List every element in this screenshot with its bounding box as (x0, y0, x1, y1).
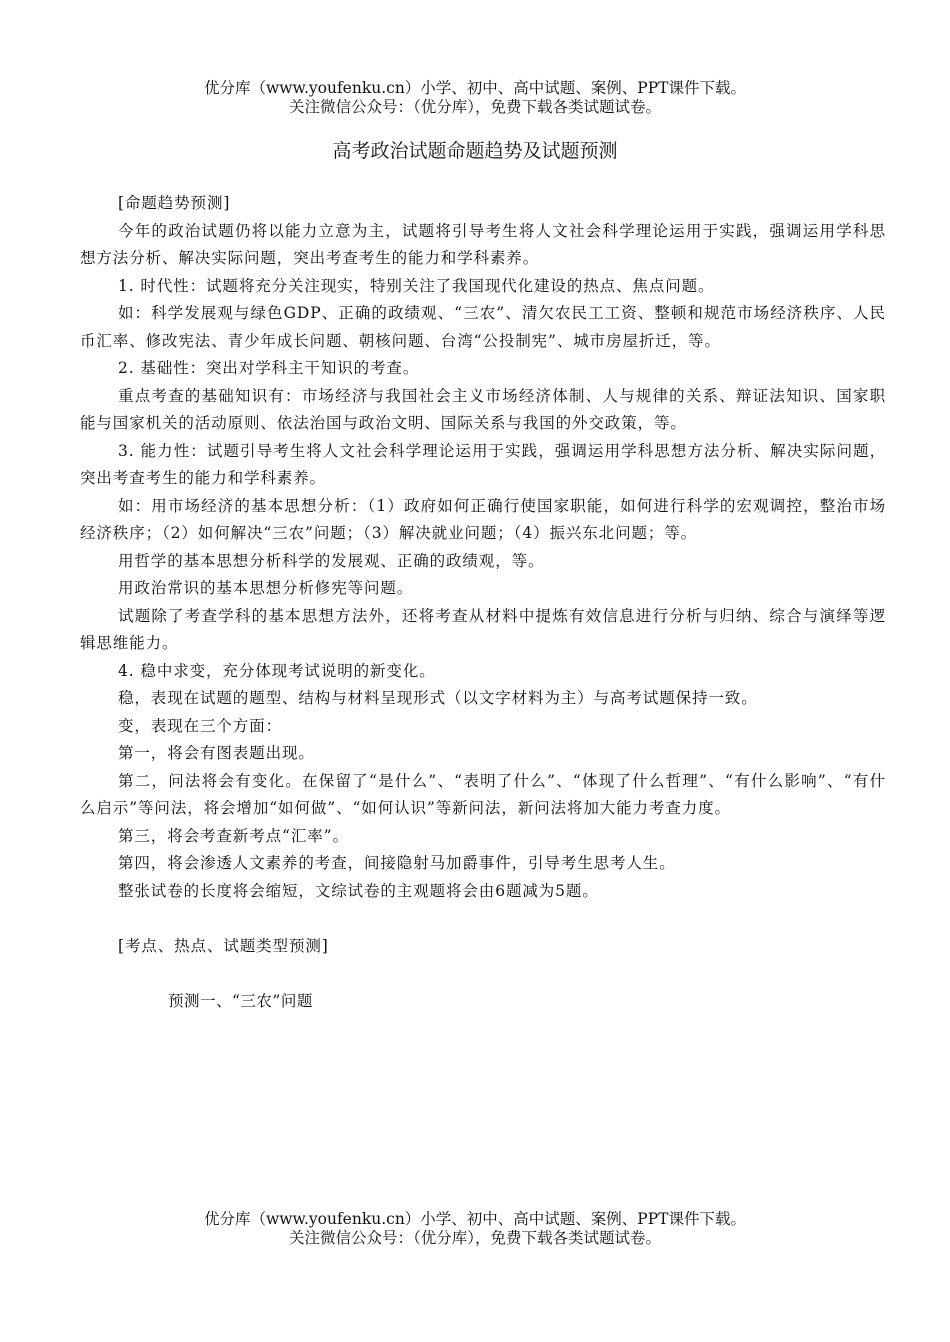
spacer (80, 960, 886, 988)
paragraph: 4. 稳中求变，充分体现考试说明的新变化。 (118, 661, 436, 680)
paragraph: 第三，将会考查新考点“汇率”。 (118, 826, 349, 845)
paragraph: 重点考查的基础知识有：市场经济与我国社会主义市场经济体制、人与规律的关系、辩证法知识、国家职能与国家机关的活动原则、依法治国与政治文明、国际关系与我国的外交政策，等。 (80, 386, 886, 432)
footer-line-2: 关注微信公众号：（优分库），免费下载各类试题试卷。 (288, 1229, 661, 1247)
paragraph: 第二，问法将会有变化。在保留了“是什么”、“表明了什么”、“体现了什么哲理”、“有什么影响”、“有什么启示”等问法，将会增加“如何做”、“如何认识”等新问法，新问法将加大能力考查力度。 (80, 771, 886, 817)
document-body (80, 190, 886, 1015)
paragraph: 今年的政治试题仍将以能力立意为主，试题将引导考生将人文社会科学理论运用于实践，强调运用学科思想方法分析、解决实际问题，突出考查考生的能力和学科素养。 (80, 221, 886, 267)
paragraph: 第四，将会渗透人文素养的考查，间接隐射马加爵事件，引导考生思考人生。 (118, 854, 676, 872)
document-title: 高考政治试题命题趋势及试题预测 (332, 140, 618, 162)
paragraph: 试题除了考查学科的基本思想方法外，还将考查从材料中提炼有效信息进行分析与归纳、综合与演绎等逻辑思维能力。 (80, 606, 886, 652)
paragraph: 用哲学的基本思想分析科学的发展观、正确的政绩观，等。 (118, 551, 545, 570)
subheading-prediction-1: 预测一、“三农”问题 (168, 991, 313, 1010)
paragraph: 整张试卷的长度将会缩短，文综试卷的主观题将会由6题减为5题。 (118, 881, 599, 900)
page-header (0, 79, 950, 117)
paragraph: 如：用市场经济的基本思想分析：（1）政府如何正确行使国家职能，如何进行科学的宏观调控，整治市场经济秩序；（2）如何解决“三农”问题；（3）解决就业问题；（4）振兴东北问题；等。 (80, 496, 886, 542)
paragraph: 第一，将会有图表题出现。 (118, 744, 315, 762)
header-line-1: 优分库（www.youfenku.cn）小学、初中、高中试题、案例、PPT课件下载。 (203, 79, 747, 97)
header-line-2: 关注微信公众号：（优分库），免费下载各类试题试卷。 (288, 98, 661, 116)
section-heading-trend: [命题趋势预测] (118, 194, 231, 212)
page-footer (0, 1210, 950, 1248)
footer-line-1: 优分库（www.youfenku.cn）小学、初中、高中试题、案例、PPT课件下载。 (203, 1210, 747, 1228)
paragraph: 3. 能力性：试题引导考生将人文社会科学理论运用于实践，强调运用学科思想方法分析、解决实际问题，突出考查考生的能力和学科素养。 (80, 441, 886, 487)
paragraph: 用政治常识的基本思想分析修宪等问题。 (118, 579, 414, 597)
paragraph: 2. 基础性：突出对学科主干知识的考查。 (118, 359, 420, 377)
paragraph: 如：科学发展观与绿色GDP、正确的政绩观、“三农”、清欠农民工工资、整顿和规范市场经济秩序、人民币汇率、修改宪法、青少年成长问题、朝核问题、台湾“公投制宪”、城市房屋折迁，等。 (80, 304, 886, 350)
paragraph: 稳，表现在试题的题型、结构与材料呈现形式（以文字材料为主）与高考试题保持一致。 (118, 689, 758, 707)
paragraph: 1. 时代性：试题将充分关注现实，特别关注了我国现代化建设的热点、焦点问题。 (118, 276, 715, 295)
section-heading-predictions: [考点、热点、试题类型预测] (118, 936, 329, 955)
paragraph: 变，表现在三个方面： (118, 716, 283, 735)
spacer (80, 905, 886, 933)
